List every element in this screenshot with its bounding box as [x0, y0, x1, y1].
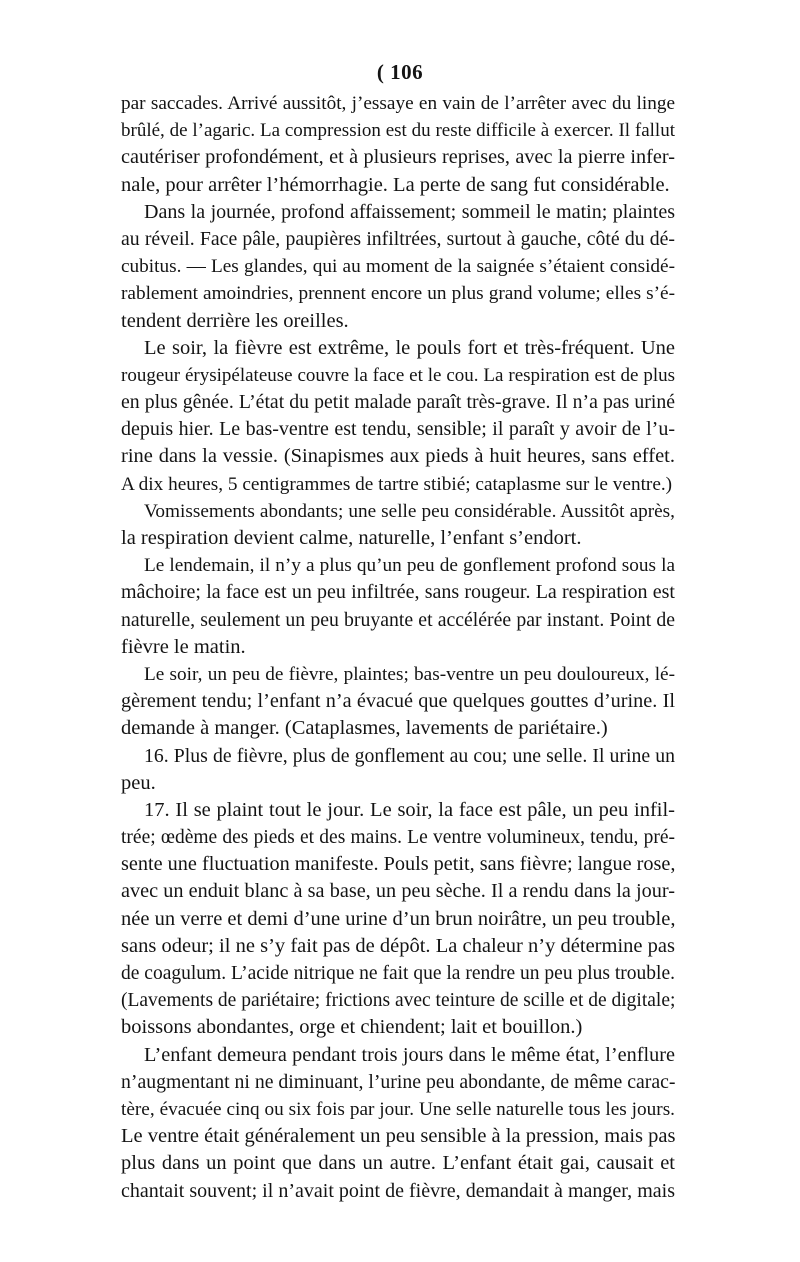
text-line: brûlé, de l’agaric. La compression est du reste difficile à exercer. Il fallut [121, 120, 675, 142]
paragraph [121, 199, 675, 335]
text-line: en plus gênée. L’état du petit malade paraît très-grave. Il n’a pas uriné [121, 391, 675, 414]
text-line: rablement amoindries, prennent encore un plus grand volume; elles s’é- [121, 283, 675, 305]
text-line: tendent derrière les oreilles. [121, 309, 349, 332]
text-line: (Lavements de pariétaire; frictions avec teinture de scille et de digitale; [121, 990, 676, 1012]
paragraph [121, 90, 675, 199]
text-line: cautériser profondément, et à plusieurs reprises, avec la pierre infer- [121, 146, 675, 169]
text-line: n’augmentant ni ne diminuant, l’urine peu abondante, de même carac- [121, 1070, 676, 1093]
paragraph [121, 743, 675, 797]
text-line: Le soir, un peu de fièvre, plaintes; bas-ventre un peu douloureux, lé- [144, 663, 675, 685]
text-line: nale, pour arrêter l’hémorrhagie. La perte de sang fut considérable. [121, 173, 670, 196]
text-line: avec un enduit blanc à sa base, un peu sèche. Il a rendu dans la jour- [121, 880, 675, 903]
text-line: au réveil. Face pâle, paupières infiltrées, surtout à gauche, côté du dé- [121, 227, 675, 250]
text-line: gèrement tendu; l’enfant n’a évacué que quelques gouttes d’urine. Il [121, 690, 675, 713]
body-text [121, 90, 675, 1205]
text-line: A dix heures, 5 centigrammes de tartre stibié; cataplasme sur le ventre.) [121, 473, 673, 495]
text-line: fièvre le matin. [121, 635, 246, 658]
paragraph [121, 1042, 675, 1205]
text-line: Le soir, la fièvre est extrême, le pouls fort et très-fréquent. Une [144, 336, 675, 359]
text-line: tère, évacuée cinq ou six fois par jour. Une selle naturelle tous les jours. [121, 1098, 675, 1120]
text-line: sente une fluctuation manifeste. Pouls petit, sans fièvre; langue rose, [121, 853, 676, 876]
page-number: ( 106 [376, 60, 424, 84]
text-line: boissons abondantes, orge et chiendent; lait et bouillon.) [121, 1016, 583, 1039]
text-line: plus dans un point que dans un autre. L’enfant était gai, causait et [121, 1152, 675, 1175]
text-line: Le lendemain, il n’y a plus qu’un peu de gonflement profond sous la [144, 555, 675, 577]
text-line: sans odeur; il ne s’y fait pas de dépôt. La chaleur n’y détermine pas [121, 934, 675, 957]
text-line: rougeur érysipélateuse couvre la face et le cou. La respiration est de plus [121, 364, 675, 386]
text-line: mâchoire; la face est un peu infiltrée, sans rougeur. La respiration est [121, 581, 675, 604]
text-line: née un verre et demi d’une urine d’un brun noirâtre, un peu trouble, [121, 907, 676, 930]
text-line: chantait souvent; il n’avait point de fièvre, demandait à manger, mais [121, 1179, 675, 1202]
text-line: rine dans la vessie. (Sinapismes aux pieds à huit heures, sans effet. [121, 445, 675, 468]
text-line: Dans la journée, profond affaissement; sommeil le matin; plaintes [144, 200, 675, 223]
text-line: cubitus. — Les glandes, qui au moment de la saignée s’étaient considé- [121, 256, 675, 278]
paragraph [121, 552, 675, 661]
text-line: de coagulum. L’acide nitrique ne fait que la rendre un peu plus trouble. [121, 963, 675, 984]
text-line: 17. Il se plaint tout le jour. Le soir, la face est pâle, un peu infil- [144, 798, 675, 821]
text-line: naturelle, seulement un peu bruyante et accélérée par instant. Point de [121, 608, 675, 631]
text-line: trée; œdème des pieds et des mains. Le ventre volumineux, tendu, pré- [121, 827, 675, 849]
text-line: demande à manger. (Cataplasmes, lavements de pariétaire.) [121, 717, 608, 740]
paragraph [121, 797, 675, 1042]
text-line: 16. Plus de fièvre, plus de gonflement au cou; une selle. Il urine un [144, 744, 675, 767]
text-line: peu. [121, 771, 156, 794]
text-line: Vomissements abondants; une selle peu considérable. Aussitôt après, [144, 500, 675, 522]
text-line: la respiration devient calme, naturelle, l’enfant s’endort. [121, 527, 582, 549]
paragraph [121, 498, 675, 552]
text-line: depuis hier. Le bas-ventre est tendu, sensible; il paraît y avoir de l’u- [121, 418, 675, 441]
paragraph [121, 335, 675, 498]
text-line: Le ventre était généralement un peu sensible à la pression, mais pas [121, 1125, 676, 1148]
text-line: L’enfant demeura pendant trois jours dans le même état, l’enflure [144, 1043, 675, 1066]
text-line: par saccades. Arrivé aussitôt, j’essaye en vain de l’arrêter avec du linge [121, 93, 675, 114]
paragraph [121, 661, 675, 743]
